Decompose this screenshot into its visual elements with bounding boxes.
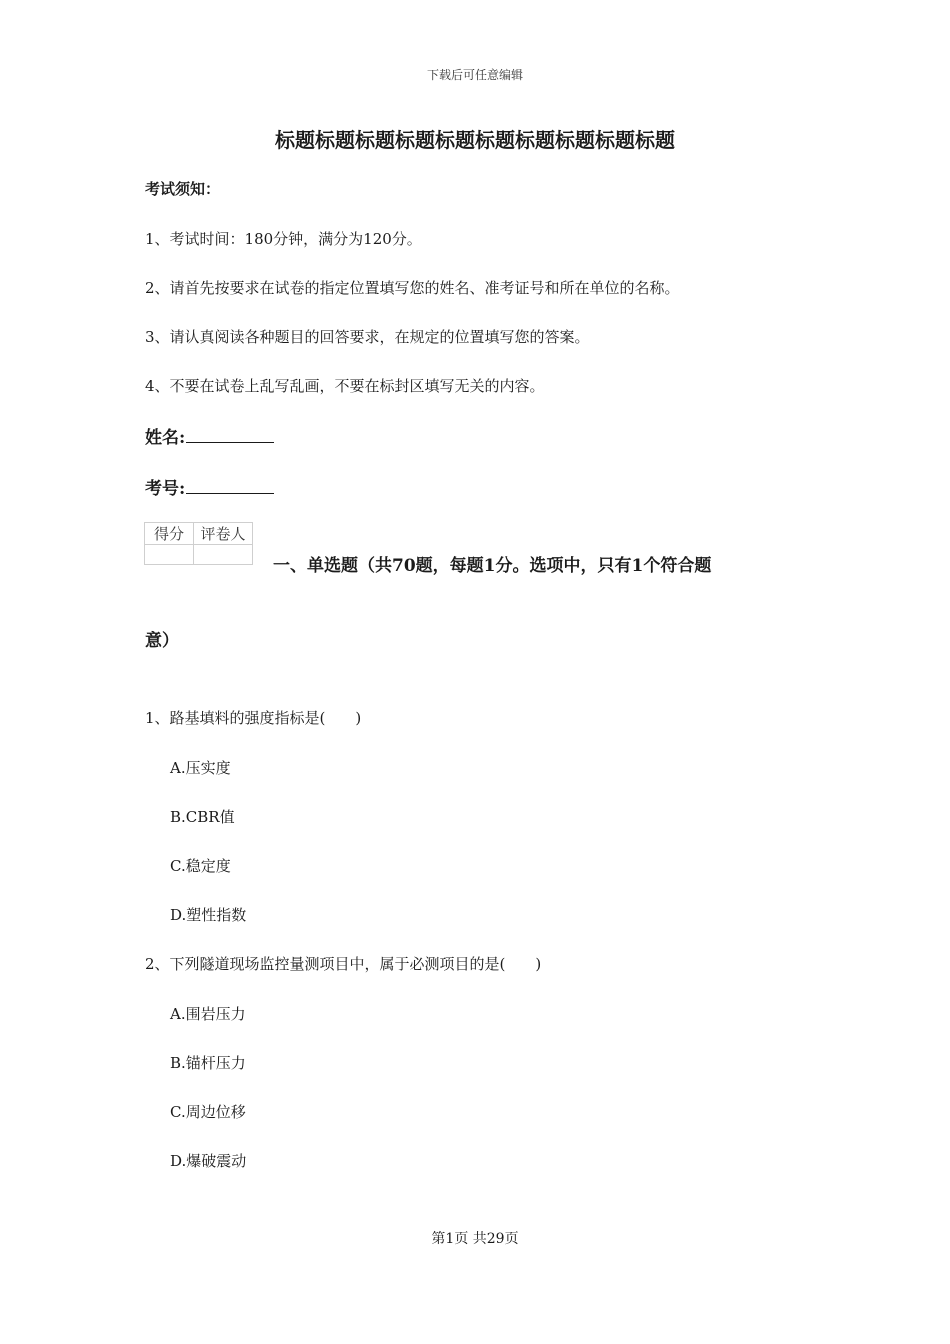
question-stem: 1、路基填料的强度指标是( ) xyxy=(145,709,362,727)
exam-number-blank-line[interactable] xyxy=(186,475,274,494)
download-note: 下载后可任意编辑 xyxy=(426,68,523,82)
question-option: C.周边位移 xyxy=(170,1103,246,1121)
name-field xyxy=(145,423,274,448)
exam-number-field xyxy=(145,474,274,499)
rule-item: 3、请认真阅读各种题目的回答要求，在规定的位置填写您的答案。 xyxy=(145,328,590,346)
notice-heading: 考试须知： xyxy=(145,180,221,198)
name-blank-line[interactable] xyxy=(186,424,274,443)
question-option: B.锚杆压力 xyxy=(170,1054,246,1072)
score-header: 得分 xyxy=(145,523,194,545)
question-option: B.CBR值 xyxy=(170,808,235,826)
section-title-continued: 意） xyxy=(145,631,179,651)
score-cell xyxy=(145,545,194,565)
question-option: A.围岩压力 xyxy=(170,1005,246,1023)
grader-header: 评卷人 xyxy=(194,523,253,545)
section-title: 一、单选题（共70题，每题1分。选项中，只有1个符合题 xyxy=(273,556,712,576)
page-footer: 第1页 共29页 xyxy=(431,1231,519,1247)
question-option: D.爆破震动 xyxy=(170,1152,247,1170)
question-option: D.塑性指数 xyxy=(170,906,247,924)
grader-cell xyxy=(194,545,253,565)
name-label: 姓名: xyxy=(145,428,186,448)
rule-item: 1、考试时间：180分钟，满分为120分。 xyxy=(145,230,422,248)
document-title: 标题标题标题标题标题标题标题标题标题标题 xyxy=(275,128,675,152)
question-stem: 2、下列隧道现场监控量测项目中，属于必测项目的是( ) xyxy=(145,955,542,973)
exam-number-label: 考号: xyxy=(145,479,186,499)
question-option: C.稳定度 xyxy=(170,857,231,875)
question-option: A.压实度 xyxy=(170,759,231,777)
rule-item: 4、不要在试卷上乱写乱画，不要在标封区填写无关的内容。 xyxy=(145,377,545,395)
score-table xyxy=(144,522,253,565)
rule-item: 2、请首先按要求在试卷的指定位置填写您的姓名、准考证号和所在单位的名称。 xyxy=(145,279,680,297)
